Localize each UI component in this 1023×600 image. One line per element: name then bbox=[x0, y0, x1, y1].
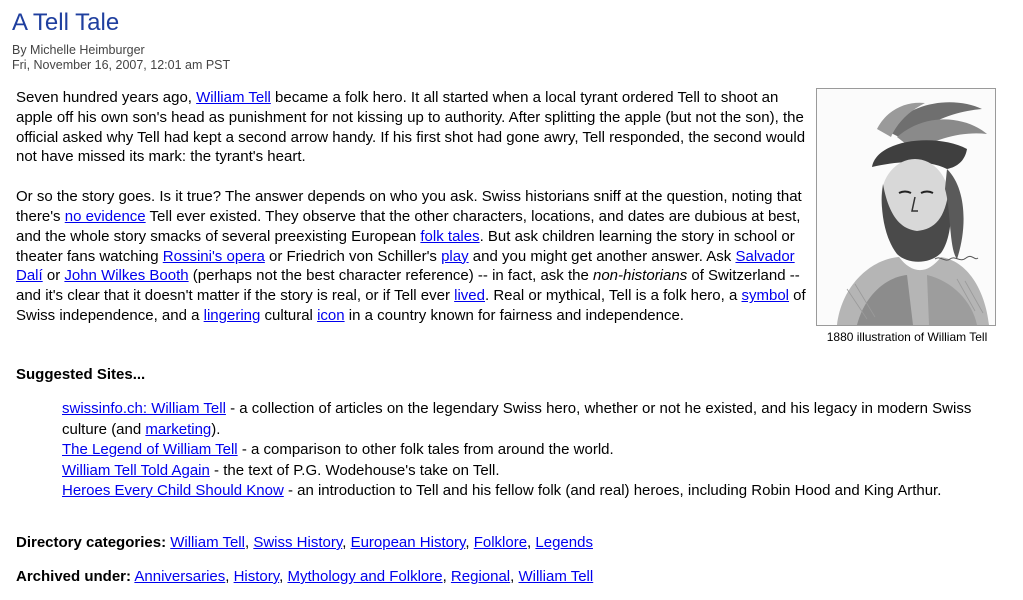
link-lingering[interactable]: lingering bbox=[203, 306, 261, 324]
text: Tell ever existed. They observe that the other characters, locations, and dates are dubious at best, and the whole story smacks of several preexisting European bbox=[16, 207, 801, 245]
text: - the text of P.G. Wodehouse's take on Tell. bbox=[209, 461, 500, 479]
link-william-tell[interactable]: William Tell bbox=[196, 89, 271, 106]
directory-categories: Directory categories: William Tell, Swiss History, European History, Folklore, Legends bbox=[16, 534, 593, 551]
text: - a comparison to other folk tales from around the world. bbox=[237, 441, 614, 458]
category-link-william-tell[interactable]: William Tell bbox=[170, 534, 245, 551]
text: or Friedrich von Schiller's bbox=[264, 247, 442, 265]
paragraph-1 bbox=[16, 88, 816, 167]
text: of Swiss independence, and a bbox=[16, 287, 806, 324]
category-link-swiss-history[interactable]: Swiss History bbox=[253, 534, 343, 551]
link-play[interactable]: play bbox=[441, 247, 469, 265]
publish-date: Fri, November 16, 2007, 12:01 am PST bbox=[12, 58, 231, 72]
link-symbol[interactable]: symbol bbox=[741, 287, 790, 305]
link-john-wilkes-booth[interactable]: John Wilkes Booth bbox=[64, 267, 189, 285]
archived-under: Archived under: Anniversaries, History, Mythology and Folklore, Regional, William Tell bbox=[16, 568, 594, 585]
text: . But ask children learning the story in school or theater fans watching bbox=[16, 227, 795, 265]
archive-link-mythology-folklore[interactable]: Mythology and Folklore bbox=[287, 568, 443, 585]
text: - a collection of articles on the legendary Swiss hero, whether or not he existed, and his legacy in modern Swiss culture (and bbox=[62, 400, 972, 438]
text: Seven hundred years ago, bbox=[16, 89, 197, 106]
text: cultural bbox=[260, 306, 318, 324]
article-body bbox=[16, 88, 816, 346]
category-link-legends[interactable]: Legends bbox=[535, 534, 593, 551]
list-item bbox=[62, 440, 1007, 461]
archive-link-anniversaries[interactable]: Anniversaries bbox=[134, 568, 226, 585]
link-salvador-dali[interactable]: Salvador Dalí bbox=[16, 247, 795, 285]
link-marketing[interactable]: marketing bbox=[145, 420, 212, 438]
paragraph-2 bbox=[16, 187, 816, 326]
text: or bbox=[42, 267, 65, 285]
text: and you might get another answer. Ask bbox=[468, 247, 736, 265]
byline-block bbox=[12, 43, 230, 73]
list-item bbox=[62, 399, 1007, 440]
text: became a folk hero. It all started when a local tyrant ordered Tell to shoot an apple off his own son's head as punishment for not kissing up to authority. After splitting the apple (but not the son), the official asked why Tell had kept a second arrow handy. If his first shot had gone awry, Tell responded, the second would not have missed its mark: the tyrant's heart. bbox=[16, 89, 806, 166]
figure-caption: 1880 illustration of William Tell bbox=[826, 330, 988, 344]
william-tell-illustration bbox=[816, 88, 996, 326]
suggested-sites-list bbox=[62, 399, 1007, 502]
archive-link-william-tell[interactable]: William Tell bbox=[518, 568, 594, 585]
article-figure bbox=[816, 88, 998, 345]
text: of Switzerland -- and it's clear that it doesn't matter if the story is real, or if Tell ever bbox=[16, 267, 800, 305]
link-folk-tales[interactable]: folk tales bbox=[420, 227, 480, 245]
archived-label: Archived under: bbox=[16, 568, 132, 585]
text: (perhaps not the best character reference) -- in fact, ask the bbox=[188, 267, 593, 285]
archive-link-regional[interactable]: Regional bbox=[450, 568, 511, 585]
text: . Real or mythical, Tell is a folk hero, a bbox=[485, 287, 742, 305]
author-byline: By Michelle Heimburger bbox=[12, 43, 145, 57]
emphasis-non-historians: non-historians bbox=[592, 267, 688, 285]
category-link-european-history[interactable]: European History bbox=[350, 534, 466, 551]
link-heroes-every-child[interactable]: Heroes Every Child Should Know bbox=[62, 482, 284, 499]
link-icon[interactable]: icon bbox=[317, 306, 345, 324]
list-item bbox=[62, 461, 1007, 482]
text: - an introduction to Tell and his fellow folk (and real) heroes, including Robin Hood and King Arthur. bbox=[283, 482, 942, 499]
link-swissinfo[interactable]: swissinfo.ch: William Tell bbox=[62, 400, 226, 417]
link-legend-of-william-tell[interactable]: The Legend of William Tell bbox=[62, 441, 238, 458]
portrait-sketch bbox=[817, 89, 995, 325]
directory-label: Directory categories: bbox=[16, 534, 167, 551]
link-william-tell-told-again[interactable]: William Tell Told Again bbox=[62, 461, 210, 479]
link-no-evidence[interactable]: no evidence bbox=[64, 207, 146, 225]
link-lived[interactable]: lived bbox=[454, 287, 485, 305]
suggested-sites-heading: Suggested Sites... bbox=[16, 366, 146, 383]
text: ). bbox=[211, 420, 221, 438]
text: in a country known for fairness and independence. bbox=[344, 306, 684, 324]
link-rossini-opera[interactable]: Rossini's opera bbox=[162, 247, 265, 265]
text: Or so the story goes. Is it true? The answer depends on who you ask. Swiss historians sniff at the question, noting that there's bbox=[16, 188, 802, 225]
category-link-folklore[interactable]: Folklore bbox=[473, 534, 528, 551]
archive-link-history[interactable]: History bbox=[233, 568, 280, 585]
article-title: A Tell Tale bbox=[12, 9, 120, 36]
list-item bbox=[62, 481, 1007, 502]
